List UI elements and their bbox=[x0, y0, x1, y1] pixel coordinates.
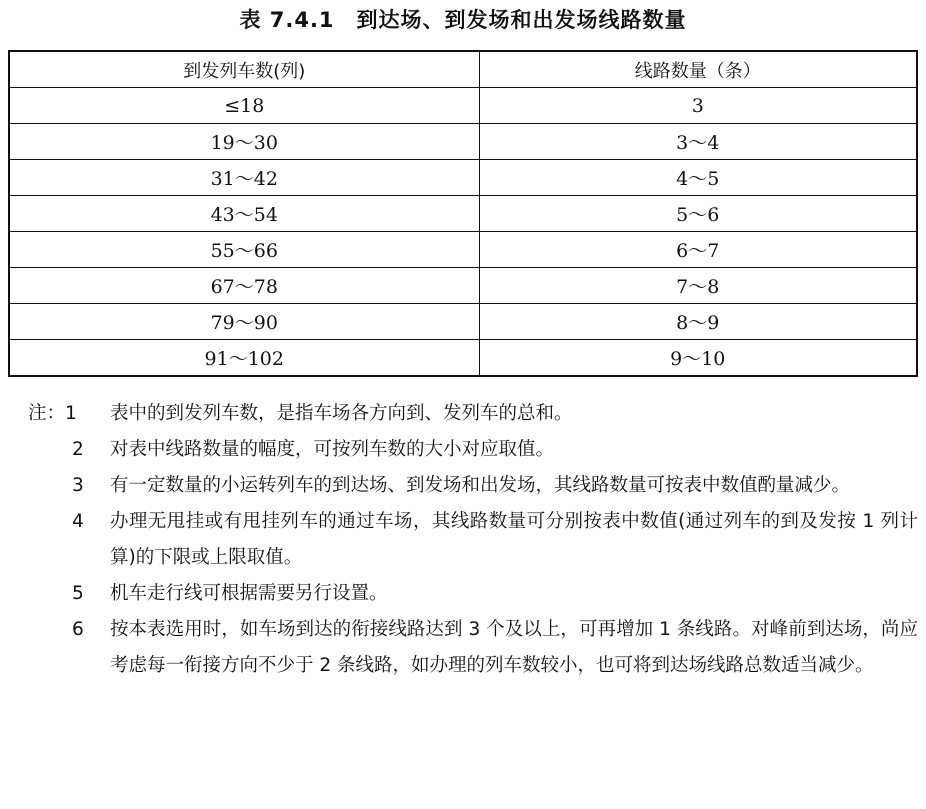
table-row bbox=[9, 232, 917, 268]
cell-line-count: 7～8 bbox=[479, 268, 917, 304]
table-row bbox=[9, 88, 917, 124]
note-item bbox=[28, 576, 918, 612]
note-item bbox=[28, 396, 918, 432]
note-text: 表中的到发列车数，是指车场各方向到、发列车的总和。 bbox=[110, 403, 573, 424]
table-row bbox=[9, 160, 917, 196]
note-number: 3 bbox=[72, 475, 84, 496]
cell-train-count: 55～66 bbox=[9, 232, 479, 268]
table-row bbox=[9, 304, 917, 340]
header-train-count: 到发列车数(列) bbox=[9, 51, 479, 88]
note-number: 6 bbox=[72, 619, 84, 640]
cell-line-count: 9～10 bbox=[479, 340, 917, 377]
note-text: 对表中线路数量的幅度，可按列车数的大小对应取值。 bbox=[110, 439, 555, 460]
cell-train-count: 79～90 bbox=[9, 304, 479, 340]
cell-train-count: 43～54 bbox=[9, 196, 479, 232]
note-text: 有一定数量的小运转列车的到达场、到发场和出发场，其线路数量可按表中数值酌量减少。 bbox=[110, 475, 851, 496]
note-item bbox=[28, 612, 918, 684]
cell-train-count: 31～42 bbox=[9, 160, 479, 196]
note-number: 4 bbox=[72, 511, 84, 532]
cell-line-count: 6～7 bbox=[479, 232, 917, 268]
table-title: 表 7.4.1 到达场、到发场和出发场线路数量 bbox=[239, 8, 687, 32]
table-header-row bbox=[9, 51, 917, 88]
note-number: 2 bbox=[72, 439, 84, 460]
note-item bbox=[28, 468, 918, 504]
notes-section bbox=[28, 396, 918, 684]
note-text: 办理无甩挂或有甩挂列车的通过车场，其线路数量可分别按表中数值(通过列车的到及发按 1 列计算)的下限或上限取值。 bbox=[110, 511, 918, 568]
note-item bbox=[28, 504, 918, 576]
note-text: 按本表选用时，如车场到达的衔接线路达到 3 个及以上，可再增加 1 条线路。对峰前到达场，尚应考虑每一衔接方向不少于 2 条线路，如办理的列车数较小，也可将到达场线路总数适当减少。 bbox=[110, 619, 918, 676]
table-row bbox=[9, 268, 917, 304]
cell-line-count: 5～6 bbox=[479, 196, 917, 232]
cell-line-count: 3～4 bbox=[479, 124, 917, 160]
table-row bbox=[9, 196, 917, 232]
line-count-table bbox=[8, 50, 918, 377]
cell-line-count: 8～9 bbox=[479, 304, 917, 340]
cell-train-count: 19～30 bbox=[9, 124, 479, 160]
cell-train-count: 67～78 bbox=[9, 268, 479, 304]
table-row bbox=[9, 124, 917, 160]
cell-train-count: ≤18 bbox=[9, 88, 479, 124]
note-item bbox=[28, 432, 918, 468]
note-number: 注：1 bbox=[28, 403, 77, 424]
header-line-count: 线路数量（条） bbox=[479, 51, 917, 88]
table-row bbox=[9, 340, 917, 377]
cell-line-count: 3 bbox=[479, 88, 917, 124]
note-text: 机车走行线可根据需要另行设置。 bbox=[110, 583, 388, 604]
cell-train-count: 91～102 bbox=[9, 340, 479, 377]
cell-line-count: 4～5 bbox=[479, 160, 917, 196]
note-number: 5 bbox=[72, 583, 84, 604]
